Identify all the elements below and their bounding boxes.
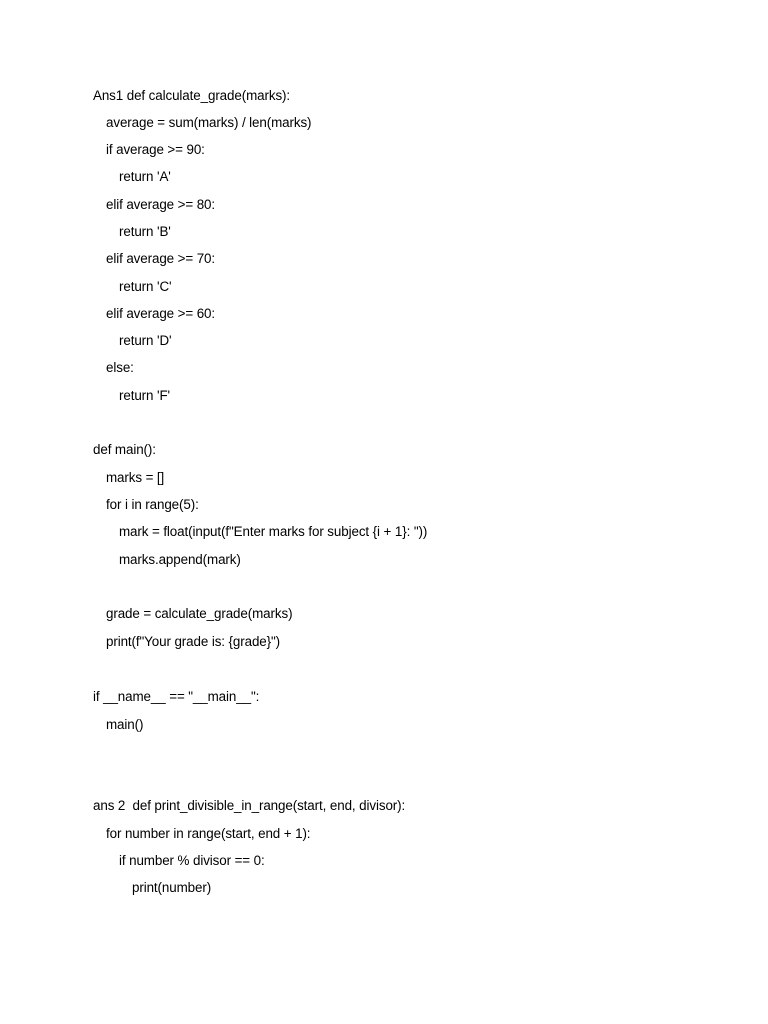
code-line: main() <box>106 717 144 732</box>
code-line: return 'B' <box>119 224 171 239</box>
code-line: marks.append(mark) <box>119 552 241 567</box>
code-line: return 'C' <box>119 279 172 294</box>
code-line: average = sum(marks) / len(marks) <box>106 115 312 130</box>
code-line: return 'F' <box>119 388 170 403</box>
code-line: ans 2 def print_divisible_in_range(start, end, divisor): <box>93 798 406 813</box>
code-line: elif average >= 70: <box>106 251 216 266</box>
code-line: if __name__ == "__main__": <box>93 689 260 704</box>
code-line: Ans1 def calculate_grade(marks): <box>93 88 291 103</box>
code-line: def main(): <box>93 442 156 457</box>
code-line: for i in range(5): <box>106 497 199 512</box>
code-line: else: <box>106 360 134 375</box>
code-line: return 'D' <box>119 333 172 348</box>
code-line: for number in range(start, end + 1): <box>106 826 311 841</box>
code-line: elif average >= 80: <box>106 197 216 212</box>
code-line: if average >= 90: <box>106 142 205 157</box>
code-line: mark = float(input(f"Enter marks for subject {i + 1}: ")) <box>119 524 428 539</box>
code-line: elif average >= 60: <box>106 306 216 321</box>
code-line: grade = calculate_grade(marks) <box>106 606 293 621</box>
code-line: if number % divisor == 0: <box>119 853 265 868</box>
code-line: return 'A' <box>119 169 171 184</box>
code-line: marks = [] <box>106 470 165 485</box>
code-line: print(f"Your grade is: {grade}") <box>106 634 281 649</box>
code-line: print(number) <box>132 880 212 895</box>
